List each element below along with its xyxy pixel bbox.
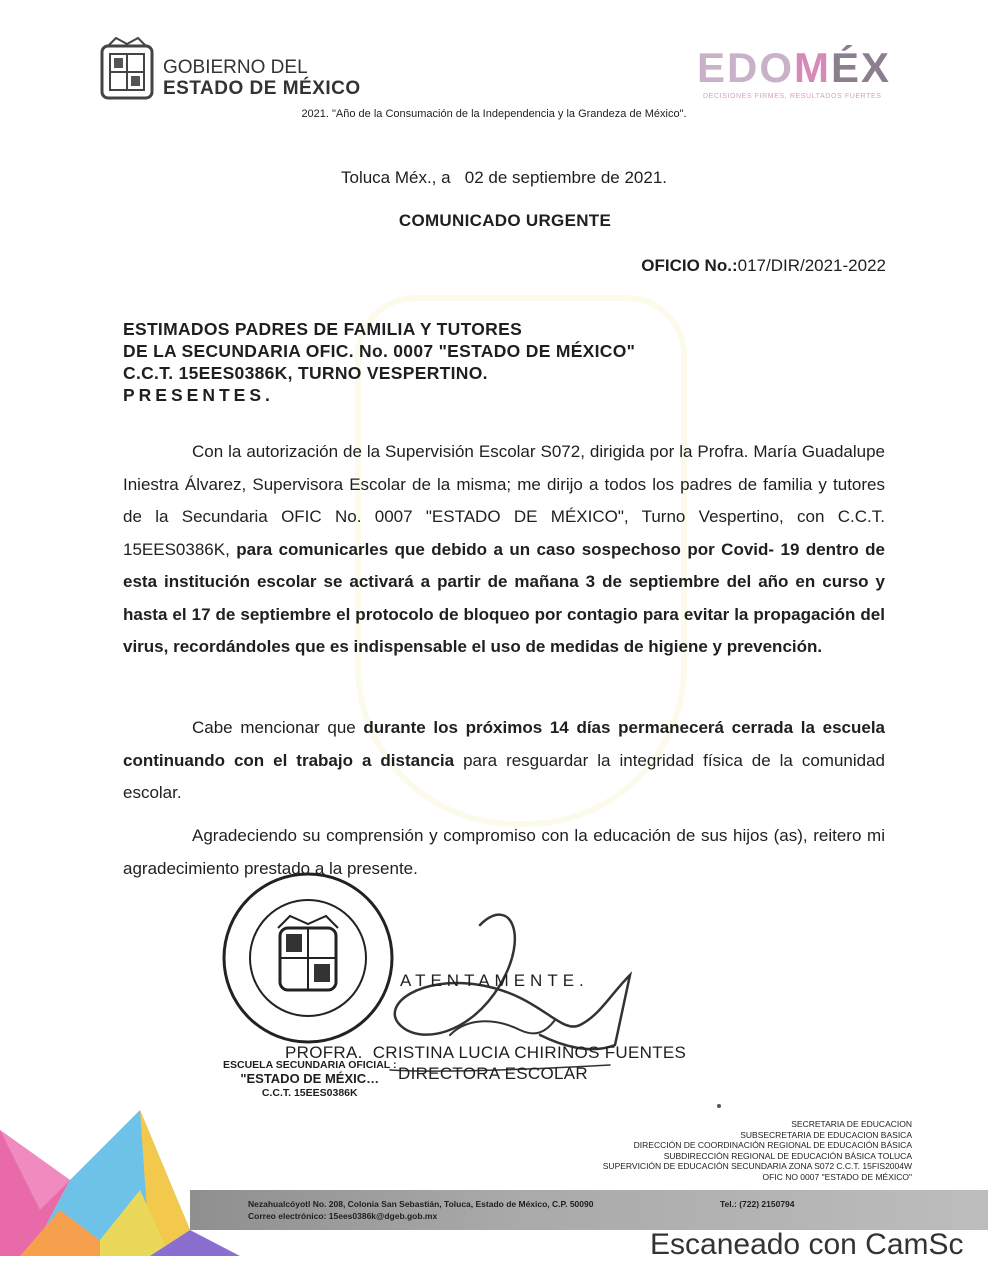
government-name	[163, 57, 361, 99]
school-stamp-line-3: C.C.T. 15EES0386K	[261, 1087, 358, 1099]
gov-line-1: GOBIERNO DEL	[163, 57, 308, 78]
school-stamp-line-1: ESCUELA SECUNDARIA OFICIAL :	[223, 1059, 397, 1071]
school-stamp-line-2: "ESTADO DE MÉXIC…	[240, 1071, 380, 1086]
recipient-line: PRESENTES.	[123, 385, 274, 405]
colorful-m-logo	[0, 1090, 260, 1256]
paragraph-2-text-b: para resguardar la integridad física de la comunidad escolar.	[123, 750, 886, 802]
institution-line: DIRECCIÓN DE COORDINACIÓN REGIONAL DE EDUCACIÓN BÁSICA	[633, 1140, 912, 1151]
gov-line-2: ESTADO DE MÉXICO	[163, 78, 361, 99]
institutional-block	[603, 1119, 912, 1183]
state-crest-icon	[98, 36, 156, 102]
edomex-logo-m: M	[794, 44, 832, 91]
letter-heading: COMUNICADO URGENTE	[398, 211, 612, 230]
edomex-logo-edo: EDO	[697, 44, 795, 91]
oficio-value: 017/DIR/2021-2022	[737, 256, 886, 275]
closing-atentamente: ATENTAMENTE.	[400, 971, 589, 990]
scanner-watermark: Escaneado con CamSc	[650, 1228, 964, 1261]
institution-line: SUBSECRETARIA DE EDUCACION BASICA	[740, 1129, 912, 1140]
year-motto: 2021. "Año de la Consumación de la Independencia y la Grandeza de México".	[301, 108, 687, 120]
paragraph-2-text-a: Cabe mencionar que	[192, 718, 364, 737]
institution-line: SECRETARIA DE EDUCACION	[791, 1119, 912, 1129]
letter-date: Toluca Méx., a 02 de septiembre de 2021.	[340, 168, 668, 187]
oficio-label: OFICIO No.:	[641, 256, 738, 275]
recipient-line: ESTIMADOS PADRES DE FAMILIA Y TUTORES	[123, 319, 523, 339]
paragraph-1	[123, 436, 885, 664]
oficio-number	[641, 256, 886, 276]
recipient-line: DE LA SECUNDARIA OFIC. No. 0007 "ESTADO DE MÉXICO"	[123, 341, 636, 361]
institution-line: SUBDIRECCIÓN REGIONAL DE EDUCACIÓN BÁSICA TOLUCA	[663, 1150, 912, 1161]
paragraph-2-bold: durante los próximos 14 días permanecerá cerrada la escuela continuando con el trabajo a distancia	[123, 718, 885, 770]
recipient-block	[123, 318, 635, 406]
paragraph-1-text: Con la autorización de la Supervisión Escolar S072, dirigida por la Profra. María Guadalupe Iniestra Álvarez, Supervisora Escolar de la misma; me dirijo a todos los padres de familia y tutores de la Secundaria OFIC No. 0007 "ESTADO DE MÉXICO", Turno Vespertino, con C.C.T. 15EES0386K,	[123, 442, 885, 559]
edomex-slogan: DECISIONES FIRMES, RESULTADOS FUERTES	[703, 93, 882, 100]
recipient-line: C.C.T. 15EES0386K, TURNO VESPERTINO.	[123, 363, 488, 383]
signer-name: PROFRA. CRISTINA LUCIA CHIRINOS FUENTES	[285, 1043, 687, 1062]
paragraph-3-text: Agradeciendo su comprensión y compromiso con la educación de sus hijos (as), reitero mi agradecimiento prestado a la presente.	[123, 826, 885, 878]
footer-bar	[190, 1190, 988, 1230]
ink-dot	[717, 1104, 721, 1108]
edomex-logo	[697, 44, 891, 92]
footer-address: Nezahualcóyotl No. 208, Colonia San Sebastián, Toluca, Estado de México, C.P. 50090	[248, 1199, 594, 1209]
footer-phone: Tel.: (722) 2150794	[720, 1199, 795, 1209]
signer-title: DIRECTORA ESCOLAR	[398, 1064, 588, 1083]
institution-line: SUPERVICIÓN DE EDUCACIÓN SECUNDARIA ZONA S072 C.C.T. 15FIS2004W	[602, 1161, 912, 1172]
paragraph-2	[123, 712, 885, 810]
edomex-logo-ex: ÉX	[831, 44, 892, 91]
footer-email: Correo electrónico: 15ees0386k@dgeb.gob.mx	[248, 1211, 438, 1221]
institution-line: OFIC NO 0007 "ESTADO DE MÉXICO"	[762, 1171, 912, 1182]
paragraph-1-bold: para comunicarles que debido a un caso sospechoso por Covid- 19 dentro de esta institución escolar se activará a partir de mañana 3 de septiembre del año en curso y hasta el 17 de septiembre el protocolo de bloqueo por contagio para evitar la propagación del virus, recordándoles que es indispensable el uso de medidas de higiene y prevención.	[123, 539, 885, 656]
